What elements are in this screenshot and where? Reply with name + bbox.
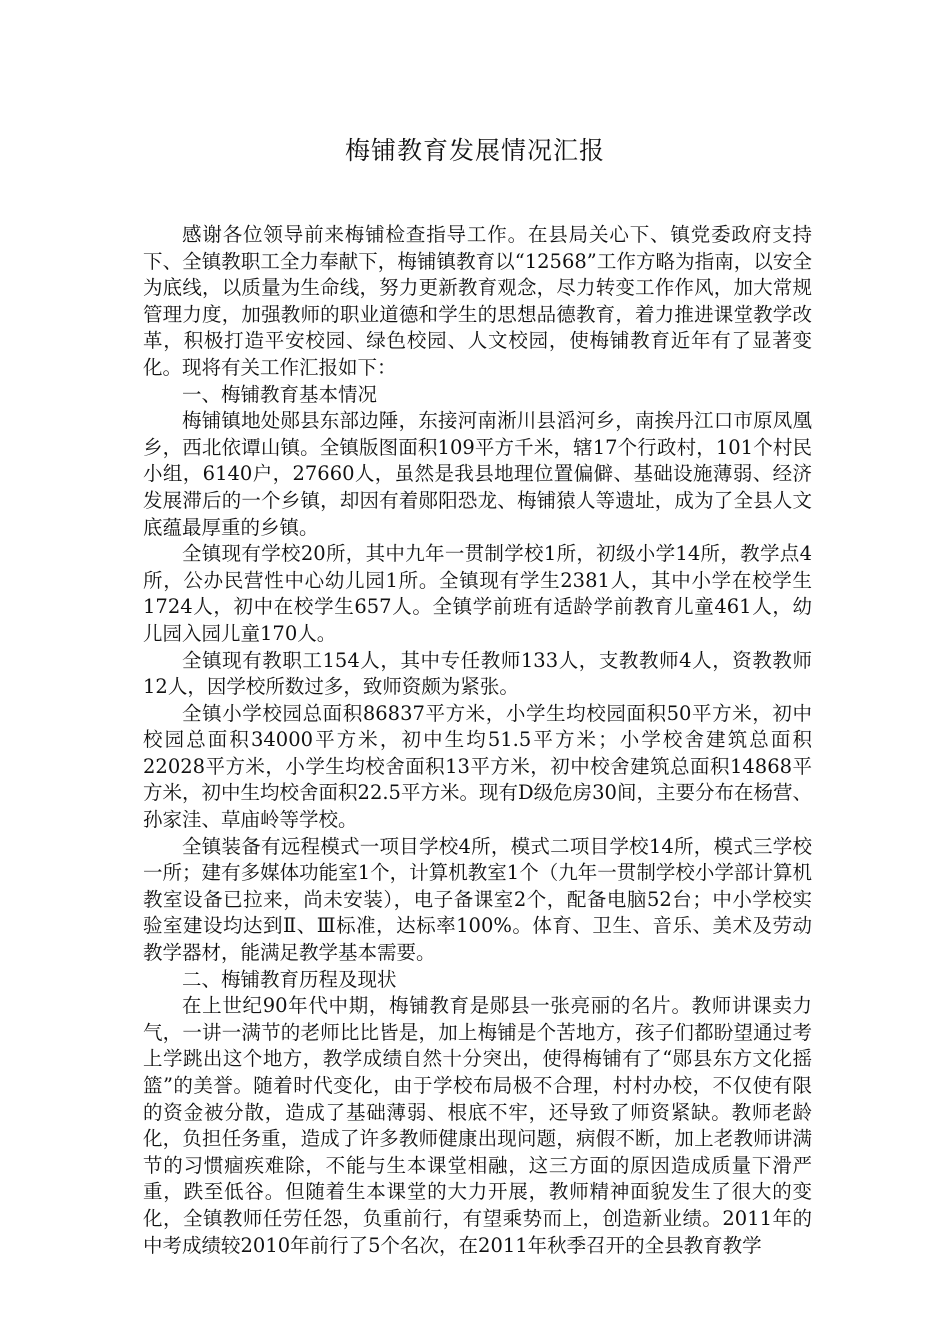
body-paragraph-equipment: 全镇装备有远程模式一项目学校4所，模式二项目学校14所，模式三学校一所；建有多媒体功能室1个，计算机教室1个（九年一贯制学校小学部计算机教室设备已拉来，尚未安装），电子备课室2个，配备电脑52台；中小学校实验室建设均达到Ⅱ、Ⅲ标准，达标率100%。体育、卫生、音乐、美术及劳动教学器材，能满足教学基本需要。 <box>143 834 812 965</box>
body-paragraph-staff: 全镇现有教职工154人，其中专任教师133人，支教教师4人，资教教师12人，因学校所数过多，致师资颇为紧张。 <box>143 648 812 699</box>
body-paragraph-history: 在上世纪90年代中期，梅铺教育是郧县一张亮丽的名片。教师讲课卖力气，一讲一满节的老师比比皆是，加上梅铺是个苦地方，孩子们都盼望通过考上学跳出这个地方，教学成绩自然十分突出，使得梅铺有了“郧县东方文化摇篮”的美誉。随着时代变化，由于学校布局极不合理，村村办校，不仅使有限的资金被分散，造成了基础薄弱、根底不牢，还导致了师资紧缺。教师老龄化，负担任务重，造成了许多教师健康出现问题，病假不断，加上老教师讲满节的习惯痼疾难除，不能与生本课堂相融，这三方面的原因造成质量下滑严重，跌至低谷。但随着生本课堂的大力开展，教师精神面貌发生了很大的变化，全镇教师任劳任怨，负重前行，有望乘势而上，创造新业绩。2011年的中考成绩较2010年前行了5个名次，在2011年秋季召开的全县教育教学 <box>143 994 812 1257</box>
body-paragraph-schools: 全镇现有学校20所，其中九年一贯制学校1所，初级小学14所，教学点4所，公办民营性中心幼儿园1所。全镇现有学生2381人，其中小学在校学生1724人，初中在校学生657人。全镇学前班有适龄学前教育儿童461人，幼儿园入园儿童170人。 <box>143 542 812 645</box>
section-heading-basic-situation: 一、梅铺教育基本情况 <box>182 382 378 406</box>
body-paragraph-campus-area: 全镇小学校园总面积86837平方米，小学生均校园面积50平方米，初中校园总面积34000平方米，初中生均51.5平方米；小学校舍建筑总面积22028平方米，小学生均校舍面积13平方米，初中校舍建筑总面积14868平方米，初中生均校舍面积22.5平方米。现有D级危房30间，主要分布在杨营、孙家洼、草庙岭等学校。 <box>143 701 812 832</box>
body-paragraph-location: 梅铺镇地处郧县东部边陲，东接河南淅川县滔河乡，南挨丹江口市原凤凰乡，西北依谭山镇。全镇版图面积109平方千米，辖17个行政村，101个村民小组，6140户，27660人，虽然是我县地理位置偏僻、基础设施薄弱、经济发展滞后的一个乡镇，却因有着郧阳恐龙、梅铺猿人等遗址，成为了全县人文底蕴最厚重的乡镇。 <box>143 409 812 539</box>
document-body <box>143 222 812 1259</box>
document-title: 梅铺教育发展情况汇报 <box>344 136 605 165</box>
intro-paragraph: 感谢各位领导前来梅铺检查指导工作。在县局关心下、镇党委政府支持下、全镇教职工全力奉献下，梅铺镇教育以“12568”工作方略为指南，以安全为底线，以质量为生命线，努力更新教育观念，尽力转变工作作风，加大常规管理力度，加强教师的职业道德和学生的思想品德教育，着力推进课堂教学改革，积极打造平安校园、绿色校园、人文校园，使梅铺教育近年有了显著变化。现将有关工作汇报如下： <box>143 223 812 379</box>
section-heading-history: 二、梅铺教育历程及现状 <box>182 967 397 991</box>
